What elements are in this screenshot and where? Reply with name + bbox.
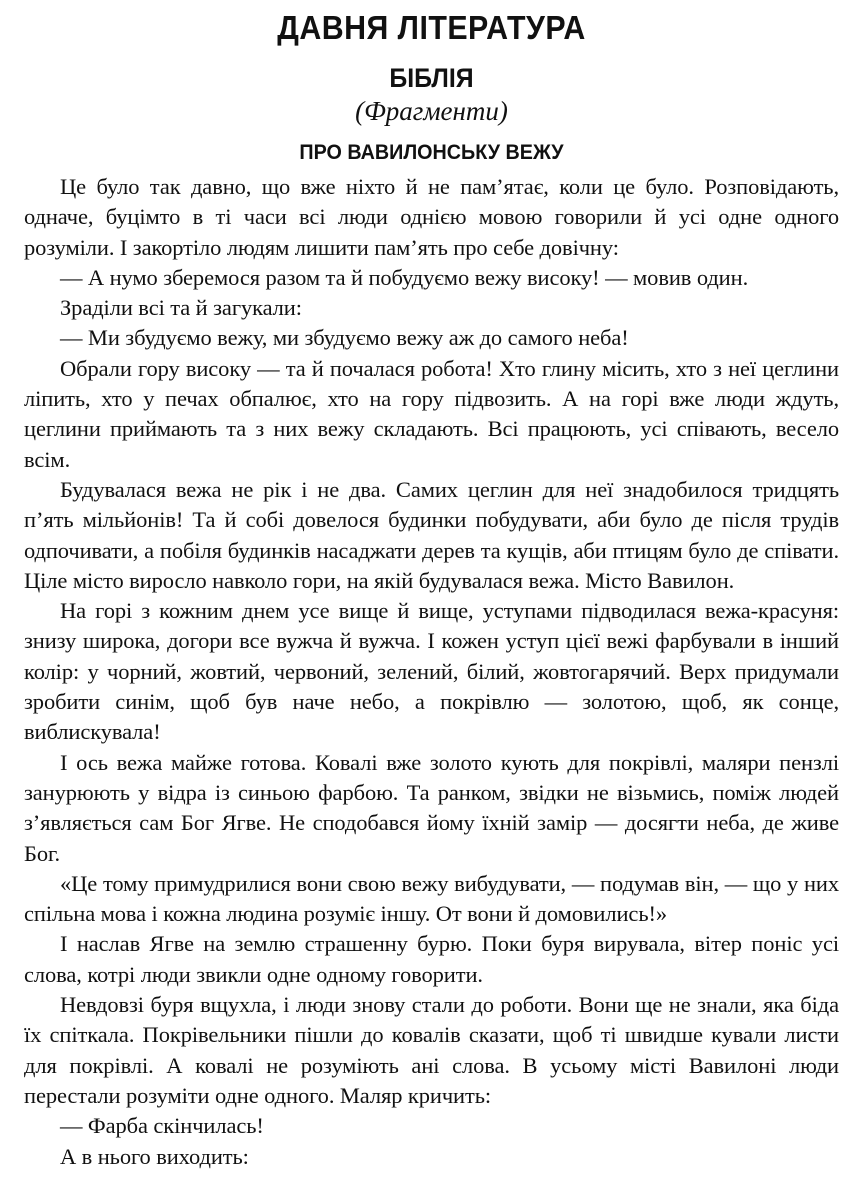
paragraph: — А нумо зберемося разом та й побудуємо вежу високу! — мовив один.: [60, 264, 749, 290]
paragraph: Невдовзі буря вщухла, і люди знову стали до роботи. Вони ще не знали, яка біда їх спіткала. Покрівельники пішли до ковалів сказати, щоб ті швидше кували листи для покрівлі. А ковалі не розуміють ані слова. В усьому місті Вавилоні люди перестали розуміти одне одного. Маляр кричить:: [24, 992, 839, 1108]
paragraph: І ось вежа майже готова. Ковалі вже золото кують для покрівлі, маляри пензлі занурюють у відра із синьою фарбою. Та ранком, звідки не візьмись, поміж людей з’являється сам Бог Ягве. Не сподобався йому їхній замір — досягти неба, де живе Бог.: [24, 749, 839, 866]
paragraph: — Фарба скінчилась!: [60, 1113, 264, 1139]
section-title: ДАВНЯ ЛІТЕРАТУРА: [277, 9, 586, 46]
paragraph: І наслав Ягве на землю страшенну бурю. Поки буря вирувала, вітер поніс усі слова, котрі люди звикли одне одному говорити.: [24, 931, 839, 987]
paragraph: Це було так давно, що вже ніхто й не пам’ятає, коли це було. Розповідають, одначе, буцімто в ті часи всі люди однією мовою говорили й усі одне одного розуміли. І закортіло людям лишити пам’ять про себе довічну:: [24, 174, 839, 260]
chapter-title: ПРО ВАВИЛОНСЬКУ ВЕЖУ: [299, 141, 564, 164]
paragraph: Будувалася вежа не рік і не два. Самих цеглин для неї знадобилося тридцять п’ять мільйонів! Та й собі довелося будинки побудувати, аби було де після трудів одпочивати, а побіля будинків насаджати дерев та кущів, аби птицям було де співати. Ціле місто виросло навколо гори, на якій будувалася вежа. Місто Вавилон.: [24, 476, 839, 593]
body-text: [24, 172, 839, 1172]
paragraph: На горі з кожним днем усе вище й вище, уступами підводилася вежа-красуня: знизу широка, догори все вужча й вужча. І кожен уступ цієї вежі фарбували в інший колір: у чорний, жовтий, червоний, зелений, білий, жовтогарячий. Верх придумали зробити синім, щоб був наче небо, а покрівлю — золотою, щоб, як сонце, виблискувала!: [24, 598, 839, 745]
paragraph: «Це тому примудрилися вони свою вежу вибудувати, — подумав він, — що у них спільна мова і кожна людина розуміє іншу. От вони й домовились!»: [24, 870, 839, 927]
paragraph: — Ми збудуємо вежу, ми збудуємо вежу аж до самого неба!: [60, 325, 629, 351]
paragraph: Зраділи всі та й загукали:: [60, 295, 302, 321]
work-title: БІБЛІЯ: [389, 63, 474, 93]
subtitle: (Фрагменти): [355, 96, 508, 126]
paragraph: Обрали гору високу — та й почалася робота! Хто глину місить, хто з неї цеглини ліпить, хто у печах обпалює, хто на гору підвозить. А на горі вже люди ждуть, цеглини приймають та з них вежу складають. Всі працюють, усі співають, весело всім.: [24, 355, 839, 472]
paragraph: А в нього виходить:: [60, 1143, 249, 1169]
